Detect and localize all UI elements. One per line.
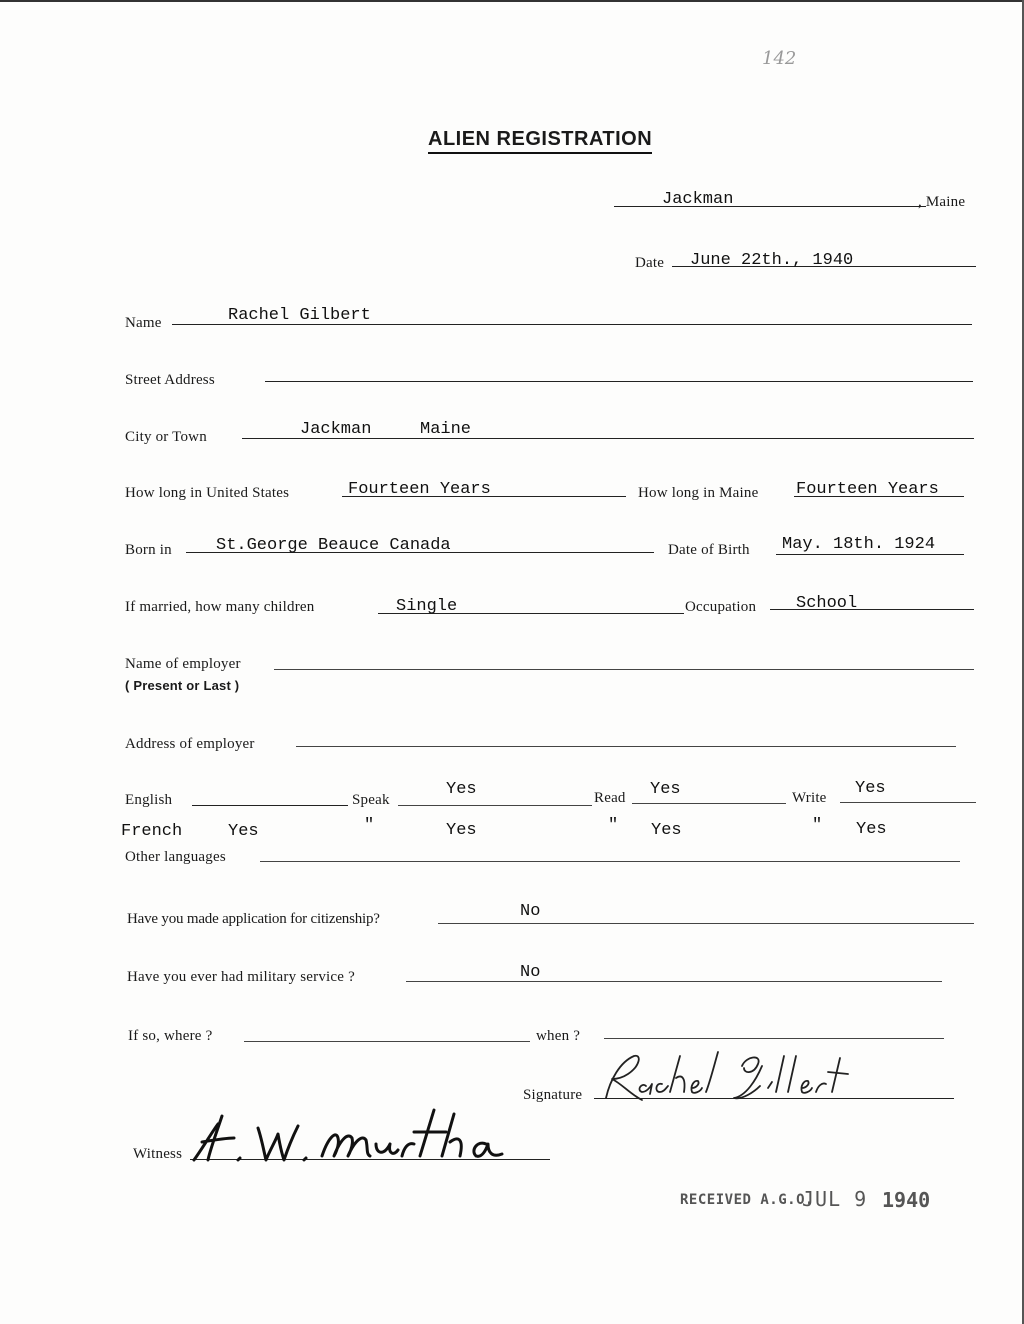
witness-handwriting bbox=[188, 1104, 518, 1170]
french-write-value: Yes bbox=[856, 820, 887, 839]
name-label: Name bbox=[125, 315, 162, 331]
citizenship-value: No bbox=[520, 902, 541, 921]
date-value: June 22th., 1940 bbox=[690, 251, 854, 270]
french-speak-value: Yes bbox=[446, 821, 477, 840]
how-long-us-label: How long in United States bbox=[125, 485, 290, 501]
other-languages-label: Other languages bbox=[125, 849, 226, 865]
received-stamp-year: 1940 bbox=[882, 1188, 931, 1212]
how-long-maine-value: Fourteen Years bbox=[796, 480, 939, 499]
married-children-value: Single bbox=[396, 597, 458, 616]
if-so-where-label: If so, where ? bbox=[128, 1028, 213, 1044]
location-value: Jackman bbox=[662, 190, 734, 209]
english-write-value: Yes bbox=[855, 779, 886, 798]
received-stamp-label: RECEIVED A.G.O. bbox=[680, 1192, 814, 1208]
english-speak-label: Speak bbox=[352, 792, 390, 808]
received-stamp-date: JUL 9 bbox=[802, 1187, 868, 1211]
english-speak-value: Yes bbox=[446, 780, 477, 799]
date-of-birth-value: May. 18th. 1924 bbox=[782, 535, 936, 554]
if-so-when-label: when ? bbox=[536, 1028, 581, 1044]
date-of-birth-label: Date of Birth bbox=[668, 542, 750, 558]
signature-handwriting bbox=[596, 1048, 866, 1112]
french-read-ditto: " bbox=[608, 816, 619, 835]
military-value: No bbox=[520, 963, 541, 982]
other-languages-line bbox=[260, 861, 960, 862]
military-label: Have you ever had military service ? bbox=[127, 969, 355, 985]
born-in-value: St.George Beauce Canada bbox=[216, 536, 451, 555]
location-line bbox=[614, 206, 926, 207]
english-read-line bbox=[632, 803, 786, 804]
french-speak-ditto: " bbox=[364, 816, 375, 835]
english-speak-line bbox=[398, 805, 592, 806]
city-town-value: Jackman bbox=[300, 420, 372, 439]
if-so-when-line bbox=[604, 1038, 944, 1039]
born-in-label: Born in bbox=[125, 542, 172, 558]
employer-address-line bbox=[296, 746, 956, 747]
city-label: City or Town bbox=[125, 429, 207, 445]
married-children-label: If married, how many children bbox=[125, 599, 315, 615]
date-of-birth-line bbox=[776, 554, 964, 555]
employer-address-label: Address of employer bbox=[125, 736, 255, 752]
english-line bbox=[192, 805, 348, 806]
english-label: English bbox=[125, 792, 173, 808]
occupation-label: Occupation bbox=[685, 599, 757, 615]
location-suffix: , Maine bbox=[918, 194, 966, 210]
street-address-label: Street Address bbox=[125, 372, 215, 388]
scan-edge-top bbox=[0, 0, 1024, 2]
name-value: Rachel Gilbert bbox=[228, 306, 371, 325]
employer-name-line bbox=[274, 669, 974, 670]
english-write-label: Write bbox=[792, 790, 827, 806]
how-long-maine-label: How long in Maine bbox=[638, 485, 759, 501]
english-read-value: Yes bbox=[650, 780, 681, 799]
page-number: 142 bbox=[762, 48, 797, 69]
form-title: ALIEN REGISTRATION bbox=[428, 128, 652, 154]
english-write-line bbox=[840, 802, 976, 803]
citizenship-line bbox=[438, 923, 974, 924]
city-state-value: Maine bbox=[420, 420, 472, 439]
occupation-value: School bbox=[796, 594, 858, 613]
signature-label: Signature bbox=[523, 1087, 583, 1103]
street-address-line bbox=[265, 381, 973, 382]
witness-label: Witness bbox=[133, 1146, 183, 1162]
french-write-ditto: " bbox=[812, 816, 823, 835]
french-label: French bbox=[121, 822, 183, 841]
english-read-label: Read bbox=[594, 790, 626, 806]
french-read-value: Yes bbox=[651, 821, 682, 840]
if-so-where-line bbox=[244, 1041, 530, 1042]
employer-name-sublabel: ( Present or Last ) bbox=[125, 678, 240, 693]
date-label: Date bbox=[635, 255, 665, 271]
french-value: Yes bbox=[228, 822, 259, 841]
how-long-us-value: Fourteen Years bbox=[348, 480, 491, 499]
military-line bbox=[406, 981, 942, 982]
employer-name-label: Name of employer bbox=[125, 656, 241, 672]
citizenship-label: Have you made application for citizenship? bbox=[127, 911, 380, 927]
